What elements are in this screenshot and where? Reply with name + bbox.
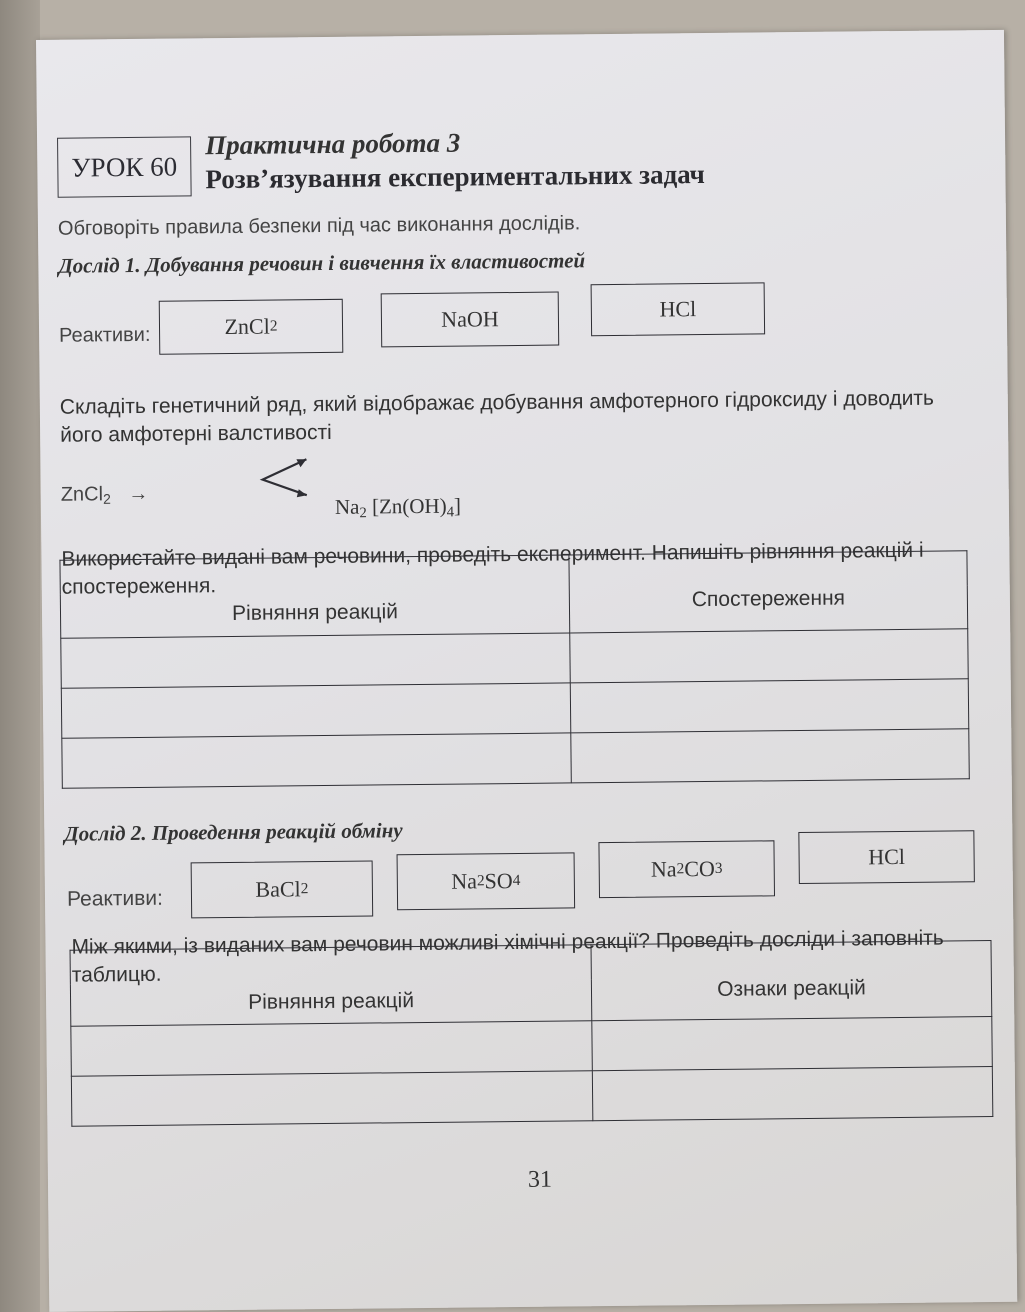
chain-start-subscript: 2 — [102, 490, 111, 507]
table-cell — [70, 945, 591, 984]
reagent-hcl — [591, 282, 766, 336]
header-reaction-signs: Ознаки реакцій — [591, 975, 991, 1021]
table-cell[interactable] — [592, 1017, 993, 1071]
reagent-subscript: 4 — [512, 871, 521, 890]
reagent-name: HCl — [868, 843, 906, 870]
reagent-name: Na — [451, 868, 478, 894]
product-part: ] — [453, 493, 462, 518]
table-cell[interactable] — [61, 683, 570, 738]
experiment1-reagents-label: Реактиви: — [58, 323, 151, 347]
reagent-naoh — [381, 292, 560, 348]
reagent-name: NaOH — [441, 306, 499, 332]
reagent-name: HCl — [659, 296, 697, 322]
reagent-subscript: 2 — [476, 872, 485, 890]
header-equations: Рівняння реакцій — [60, 589, 569, 638]
workbook-page — [36, 30, 1017, 1312]
table-cell[interactable] — [570, 629, 969, 683]
lesson-number-box — [57, 136, 192, 197]
reagent-name: BaCl — [255, 876, 301, 902]
lesson-label: УРОК 60 — [71, 151, 178, 183]
question-line-2: таблицю. — [71, 962, 162, 987]
table-cell[interactable] — [71, 1071, 592, 1126]
table-cell — [569, 551, 967, 589]
reagent-subscript: 2 — [269, 317, 278, 335]
product-subscript: 2 — [359, 505, 367, 522]
table-cell[interactable] — [71, 1021, 592, 1076]
reagent-name-tail: SO — [484, 868, 513, 894]
chain-start-formula: ZnCl — [60, 483, 104, 506]
reagent-na2co3 — [598, 840, 775, 898]
product-part: Na — [334, 494, 360, 519]
table-row — [62, 729, 969, 788]
header-equations: Рівняння реакцій — [70, 979, 591, 1026]
experiment1-table — [59, 550, 969, 788]
reagent-subscript: 2 — [676, 860, 685, 878]
table-cell[interactable] — [61, 633, 570, 688]
reagent-bacl2 — [191, 861, 374, 919]
reagent-hcl-2 — [798, 830, 975, 884]
table-cell — [591, 941, 991, 979]
reagent-name: ZnCl — [224, 313, 270, 340]
task-line-2: його амфотерні валстивості — [60, 420, 332, 447]
reagent-zncl2 — [159, 299, 344, 355]
table-row — [71, 1067, 992, 1127]
experiment2-heading: Дослід 2. Проведення реакцій обміну — [64, 818, 403, 846]
question-line-1: Між якими, із виданих вам речовин можливі хімічні реакції? Проведіть досліди і заповніть — [71, 926, 944, 959]
table-cell[interactable] — [592, 1067, 993, 1121]
branch-arrows-icon — [258, 455, 314, 504]
instruction-line-1: Використайте видані вам речовини, проведіть експеримент. Напишіть рівняння реакцій і — [61, 538, 924, 571]
table-cell[interactable] — [570, 679, 969, 733]
lesson-topic-title: Розв’язування експериментальних задач — [205, 159, 705, 195]
product-part: [Zn(OH) — [366, 493, 447, 519]
instruction-line-2: спостереження. — [61, 574, 217, 599]
chain-arrow-icon: → — [128, 482, 149, 506]
reagent-name: Na — [650, 856, 677, 882]
task-line-1: Складіть генетичний ряд, який відображає добування амфотерного гідроксиду і доводить — [59, 386, 935, 419]
experiment2-reagents-label: Реактиви: — [66, 886, 164, 911]
header-observations: Спостереження — [569, 585, 967, 633]
page-number: 31 — [527, 1166, 553, 1193]
reagent-na2so4 — [397, 852, 576, 910]
chain-product-formula — [335, 494, 461, 523]
reagent-subscript: 3 — [714, 859, 723, 877]
safety-note: Обговоріть правила безпеки під час виконання дослідів. — [57, 212, 581, 240]
table-cell[interactable] — [571, 729, 970, 783]
reagent-name-tail: CO — [684, 855, 715, 882]
practical-work-title: Практична робота 3 — [204, 127, 461, 161]
product-subscript: 4 — [446, 504, 455, 521]
experiment1-heading: Дослід 1. Добування речовин і вивчення їх властивостей — [58, 248, 586, 278]
experiment2-table — [70, 940, 994, 1127]
table-cell[interactable] — [62, 733, 571, 788]
reagent-subscript: 2 — [300, 880, 309, 898]
table-cell — [60, 555, 569, 594]
desk-background — [0, 0, 40, 1312]
genetic-chain-start — [61, 483, 149, 507]
